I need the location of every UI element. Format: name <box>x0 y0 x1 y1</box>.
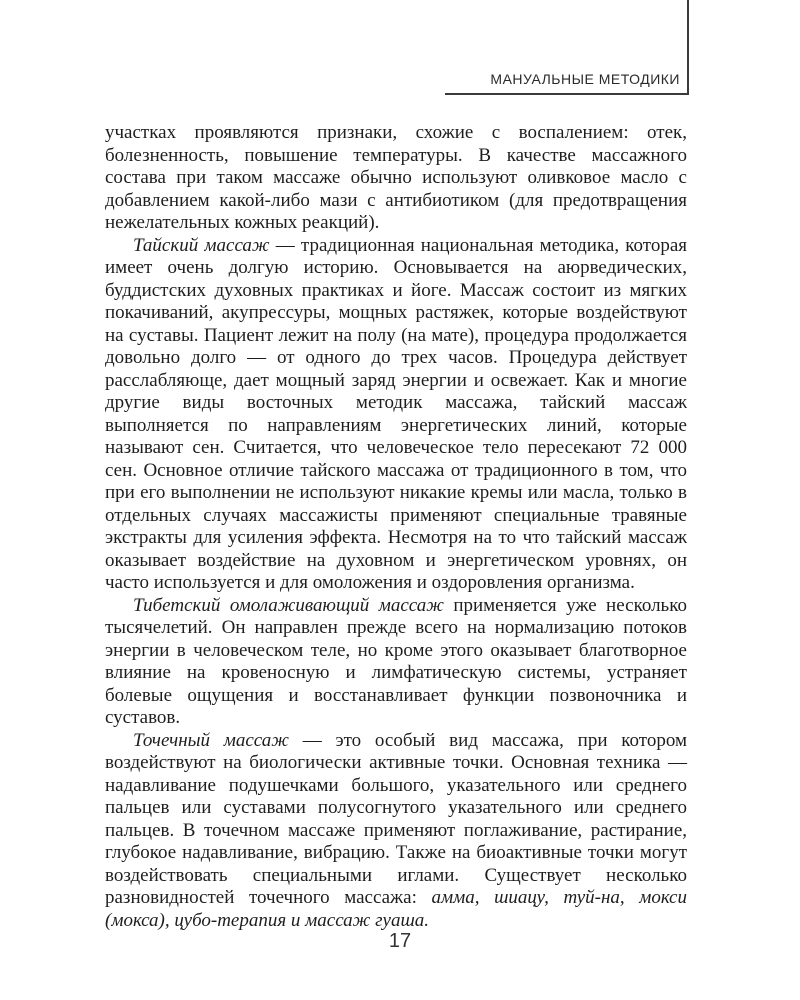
paragraph-tibetan-massage-text: применяется уже несколько тысячелетий. Он направлен прежде всего на нормализацию потоков энергии в человеческом теле, но кроме этого оказывает благотворное влияние на кровеносную и лимфатическую системы, устраняет болевые ощущения и восстанавливает функции позвоночника и суставов. <box>105 594 687 728</box>
point-massage-varieties: амма, шиацу, туй-на, мокси (мокса), цубо-терапия и массаж гуаша. <box>105 887 687 931</box>
page-number: 17 <box>388 930 412 952</box>
term-point-massage: Точечный массаж <box>133 729 289 751</box>
body-text <box>105 122 687 932</box>
paragraph-point-massage-text: — это особый вид массажа, при котором воздействуют на биологически активные точки. Основная техника — надавливание подушечками большого, указательного или среднего пальцев или суставами полусогнутого указательного или среднего пальцев. В точечном массаже применяют поглаживание, растирание, глубокое надавливание, вибрацию. Также на биоактивные точки могут воздействовать специальными иглами. Существует несколько разновидностей точечного массажа: <box>105 729 687 908</box>
term-thai-massage: Тайский массаж <box>133 234 270 256</box>
paragraph-thai-massage <box>105 235 687 595</box>
paragraph-tibetan-massage <box>105 595 687 730</box>
term-tibetan-massage: Тибетский омолаживающий массаж <box>133 594 444 616</box>
header-horizontal-rule <box>445 93 689 95</box>
header-vertical-rule <box>687 0 689 94</box>
paragraph-continuation: участках проявляются признаки, схожие с воспалением: отек, болезненность, повышение температуры. В качестве массажного состава при таком массаже обычно используют оливковое масло с добавлением какой-либо мази с антибиотиком (для предотвращения нежелательных кожных реакций). <box>105 122 687 233</box>
paragraph-point-massage <box>105 730 687 933</box>
running-head: МАНУАЛЬНЫЕ МЕТОДИКИ <box>490 71 680 87</box>
paragraph-thai-massage-text: — традиционная национальная методика, которая имеет очень долгую историю. Основывается на аюрведических, буддистских духовных практиках и йоге. Массаж состоит из мягких покачиваний, акупрессуры, мощных растяжек, которые воздействуют на суставы. Пациент лежит на полу (на мате), процедура продолжается довольно долго — от одного до трех часов. Процедура действует расслабляюще, дает мощный заряд энергии и освежает. Как и многие другие виды восточных методик массажа, тайский массаж выполняется по направлениям энергетических линий, которые называют сен. Считается, что человеческое тело пересекают 72 000 сен. Основное отличие тайского массажа от традиционного в том, что при его выполнении не используют никакие кремы или масла, только в отдельных случаях массажисты применяют специальные травяные экстракты для усиления эффекта. Несмотря на то что тайский массаж оказывает воздействие на духовном и энергетическом уровнях, он часто используется и для омоложения и оздоровления организма. <box>105 234 687 593</box>
